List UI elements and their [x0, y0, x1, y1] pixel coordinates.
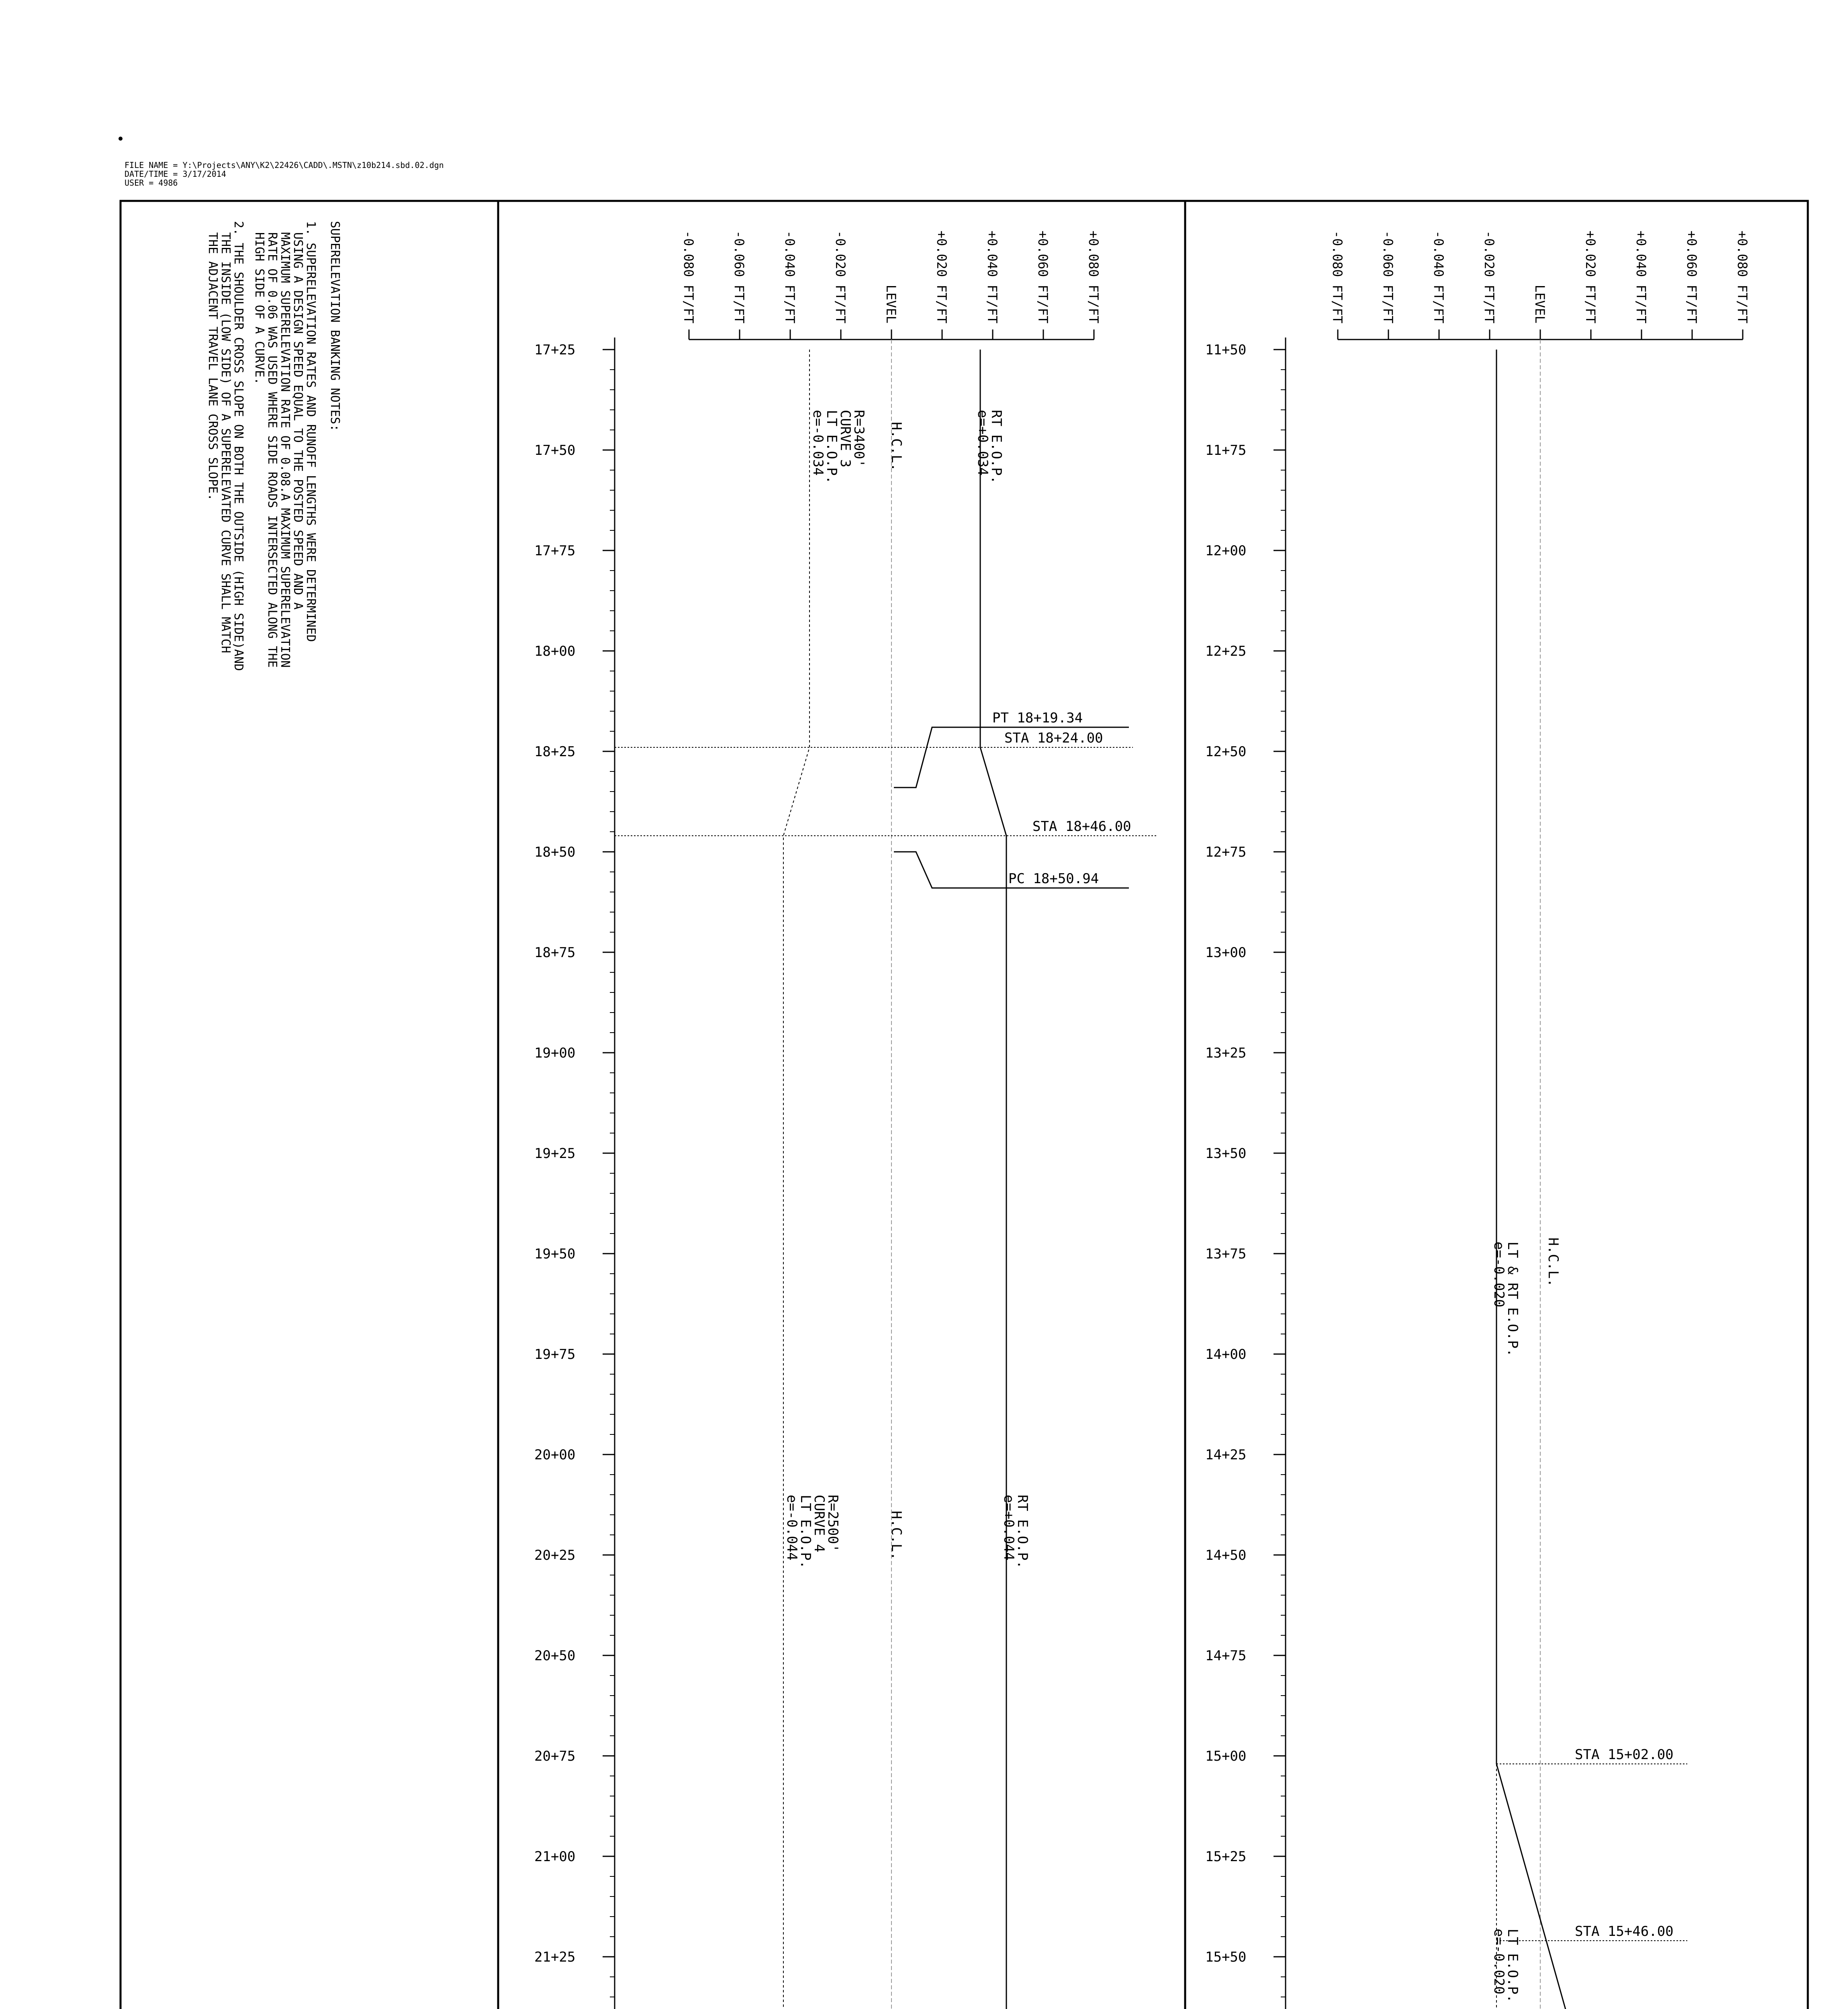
curve-4-label-line: e=-0.044	[784, 1495, 800, 1561]
station-label: 20+25	[534, 1547, 576, 1563]
note-2-line: 2. THE SHOULDER CROSS SLOPE ON BOTH THE OUTSIDE (HIGH SIDE)AND	[231, 221, 245, 671]
callout-label: STA 18+46.00	[1032, 818, 1131, 835]
hcl-label-line: H.C.L.	[1545, 1238, 1561, 1287]
right-diagram	[1205, 231, 1768, 2009]
notes-title: SUPERELEVATION BANKING NOTES:	[328, 221, 342, 432]
station-label: 11+50	[1205, 342, 1247, 358]
station-label: 12+75	[1205, 844, 1247, 860]
rt-eop-line	[980, 350, 1006, 2009]
station-label: 20+00	[534, 1447, 576, 1463]
rt-eop-label	[975, 410, 1004, 484]
station-label: 15+00	[1205, 1748, 1247, 1764]
station-label: 15+50	[1205, 1949, 1247, 1965]
callout-label: PC 18+50.94	[1008, 871, 1099, 887]
date-line: DATE/TIME = 3/17/2014	[125, 169, 226, 179]
slope-label: +0.060 FT/FT	[1684, 230, 1699, 323]
slope-label: -0.080 FT/FT	[1330, 230, 1345, 323]
left-diagram	[534, 231, 1157, 2009]
curve-4-label-line: CURVE 4	[811, 1495, 827, 1553]
curve-3-label-line: CURVE 3	[837, 410, 853, 468]
station-label: 18+00	[534, 643, 576, 659]
station-label: 20+75	[534, 1748, 576, 1764]
rt-eop-label-line: RT E.O.P.	[1014, 1495, 1030, 1569]
lt-rt-eop-label-line: LT & RT E.O.P.	[1505, 1242, 1521, 1357]
station-label: 14+50	[1205, 1547, 1247, 1563]
slope-label: +0.020 FT/FT	[1583, 230, 1598, 323]
station-label: 20+50	[534, 1648, 576, 1664]
lt-rt-eop-label-line: e=-0.020	[1491, 1242, 1507, 1307]
curve-4-label-line: R=2500'	[825, 1495, 841, 1553]
hcl-label	[888, 1511, 904, 1560]
note-2-line: THE ADJACENT TRAVEL LANE CROSS SLOPE.	[206, 232, 220, 501]
banking-notes	[206, 221, 342, 671]
slope-label: -0.040 FT/FT	[782, 230, 797, 323]
station-label: 14+75	[1205, 1648, 1247, 1664]
hcl-label-line: H.C.L.	[888, 422, 904, 471]
hcl-label-line: H.C.L.	[888, 1511, 904, 1560]
slope-label: +0.060 FT/FT	[1035, 230, 1051, 323]
slope-label: -0.040 FT/FT	[1431, 230, 1446, 323]
slope-label: -0.060 FT/FT	[1380, 230, 1396, 323]
curve-4-label	[784, 1495, 841, 1569]
lt-eop-line	[783, 350, 810, 2009]
curve-4-label-line: LT E.O.P.	[797, 1495, 814, 1569]
station-label: 14+25	[1205, 1447, 1247, 1463]
slope-label: -0.060 FT/FT	[732, 230, 747, 323]
lt-eop-label-line: e=-0.020	[1491, 1929, 1507, 1995]
note-1-line: 1. SUPERELEVATION RATES AND RUNOFF LENGTHS WERE DETERMINED	[304, 221, 318, 642]
hcl-label	[1545, 1238, 1561, 1287]
lt-eop-label	[1491, 1929, 1521, 2003]
station-label: 21+25	[534, 1949, 576, 1965]
slope-label: +0.020 FT/FT	[934, 230, 949, 323]
slope-label: +0.040 FT/FT	[985, 230, 1000, 323]
rt-eop-label-line: RT E.O.P.	[988, 410, 1004, 484]
lt-eop-label-line: LT E.O.P.	[1505, 1929, 1521, 2003]
slope-label: LEVEL	[1532, 284, 1547, 323]
note-1-line: USING A DESIGN SPEED EQUAL TO THE POSTED SPEED AND A	[291, 232, 305, 610]
station-label: 18+50	[534, 844, 576, 860]
slope-label: +0.080 FT/FT	[1735, 230, 1750, 323]
station-label: 21+00	[534, 1849, 576, 1865]
slope-label: LEVEL	[883, 284, 899, 323]
corner-mark	[119, 137, 123, 141]
file-name-line: FILE NAME = Y:\Projects\ANY\K2\22426\CADD\.MSTN\z10b214.sbd.02.dgn	[125, 160, 444, 170]
hcl-label	[888, 422, 904, 471]
station-label: 19+50	[534, 1246, 576, 1262]
station-label: 12+00	[1205, 543, 1247, 559]
curve-3-label-line: e=-0.034	[810, 410, 826, 476]
note-1-line: HIGH SIDE OF A CURVE.	[252, 232, 266, 385]
station-label: 13+75	[1205, 1246, 1247, 1262]
note-1-line: RATE OF 0.06 WAS USED WHERE SIDE ROADS INTERSECTED ALONG THE	[265, 232, 279, 668]
station-label: 19+25	[534, 1146, 576, 1162]
callout-label: STA 15+46.00	[1575, 1923, 1674, 1939]
station-label: 12+25	[1205, 643, 1247, 659]
station-label: 13+25	[1205, 1045, 1247, 1061]
slope-label: +0.040 FT/FT	[1633, 230, 1649, 323]
user-line: USER = 4986	[125, 178, 178, 188]
lt-rt-eop-label	[1491, 1242, 1521, 1357]
curve-3-label	[810, 410, 867, 484]
station-label: 19+00	[534, 1045, 576, 1061]
station-label: 17+50	[534, 442, 576, 458]
slope-label: -0.080 FT/FT	[681, 230, 696, 323]
curve-3-label-line: R=3400'	[851, 410, 867, 468]
slope-label: +0.080 FT/FT	[1086, 230, 1101, 323]
note-2-line: THE INSIDE (LOW SIDE) OF A SUPERELEVATED CURVE SHALL MATCH	[219, 232, 233, 653]
rt-eop-label-line: e=+0.044	[1001, 1495, 1017, 1561]
station-label: 17+25	[534, 342, 576, 358]
station-label: 11+75	[1205, 442, 1247, 458]
station-label: 17+75	[534, 543, 576, 559]
station-label: 18+75	[534, 945, 576, 961]
station-label: 12+50	[1205, 744, 1247, 760]
station-label: 15+25	[1205, 1849, 1247, 1865]
station-label: 19+75	[534, 1346, 576, 1363]
note-1-line: MAXIMUM SUPERELEVATION RATE OF 0.08.A MAXIMUM SUPERELEVATION	[278, 232, 292, 668]
rt-eop-label	[1001, 1495, 1030, 1569]
callout-label: STA 18+24.00	[1004, 730, 1103, 746]
callout-label: STA 15+02.00	[1575, 1747, 1674, 1763]
sheet-border	[121, 201, 1808, 2009]
callout-label: PT 18+19.34	[992, 710, 1083, 726]
station-label: 13+50	[1205, 1146, 1247, 1162]
slope-label: -0.020 FT/FT	[833, 230, 848, 323]
station-label: 13+00	[1205, 945, 1247, 961]
station-label: 18+25	[534, 744, 576, 760]
station-label: 14+00	[1205, 1346, 1247, 1363]
slope-label: -0.020 FT/FT	[1482, 230, 1497, 323]
rt-eop-label-line: e=+0.034	[975, 410, 991, 476]
curve-3-label-line: LT E.O.P.	[824, 410, 840, 484]
